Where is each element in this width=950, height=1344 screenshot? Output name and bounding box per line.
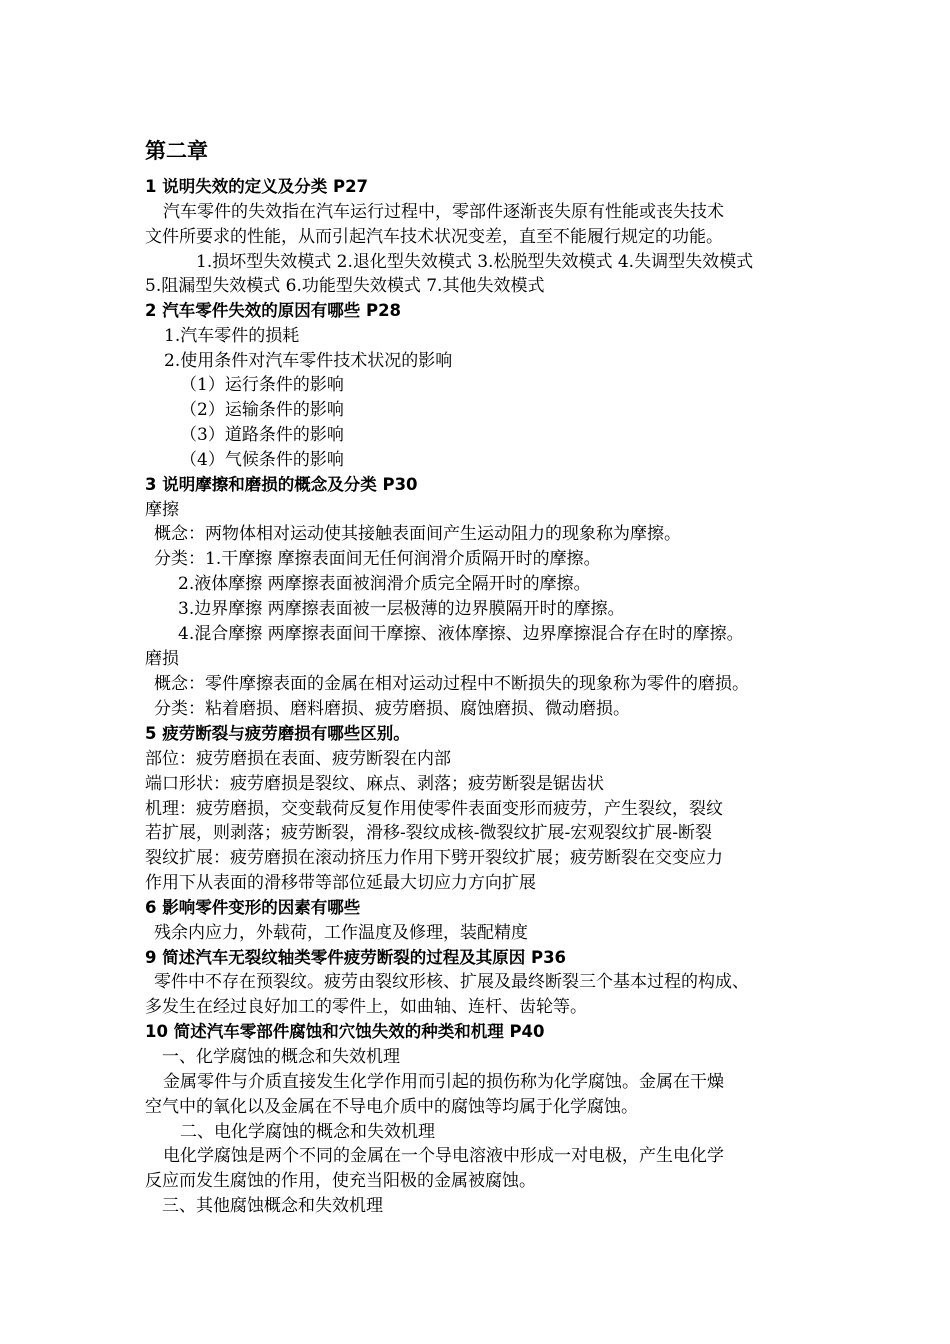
subheading: 三、其他腐蚀概念和失效机理 [162,1196,383,1216]
paragraph-line: 金属零件与介质直接发生化学作用而引起的损伤称为化学腐蚀。金属在干燥 [163,1072,724,1092]
paragraph-line: 汽车零件的失效指在汽车运行过程中，零部件逐渐丧失原有性能或丧失技术 [163,202,724,222]
paragraph-line: 零件中不存在预裂纹。疲劳由裂纹形核、扩展及最终断裂三个基本过程的构成、 [154,972,749,992]
paragraph-line: 多发生在经过良好加工的零件上，如曲轴、连杆、齿轮等。 [145,997,587,1017]
paragraph-line: 文件所要求的性能，从而引起汽车技术状况变差，直至不能履行规定的功能。 [145,227,723,247]
section-heading: 5 疲劳断裂与疲劳磨损有哪些区别。 [145,724,410,743]
paragraph-line: 残余内应力，外载荷，工作温度及修理，装配精度 [154,923,528,943]
paragraph-line: 1.损坏型失效模式 2.退化型失效模式 3.松脱型失效模式 4.失调型失效模式 [196,252,754,272]
subheading: 一、化学腐蚀的概念和失效机理 [162,1047,400,1067]
paragraph-line: 电化学腐蚀是两个不同的金属在一个导电溶液中形成一对电极，产生电化学 [163,1146,724,1166]
paragraph-line: 作用下从表面的滑移带等部位延最大切应力方向扩展 [145,873,536,893]
paragraph-line: 4.混合摩擦 两摩擦表面间干摩擦、液体摩擦、边界摩擦混合存在时的摩擦。 [178,624,744,644]
paragraph-line: 反应而发生腐蚀的作用，使充当阳极的金属被腐蚀。 [145,1171,536,1191]
section-heading: 6 影响零件变形的因素有哪些 [145,898,361,917]
paragraph-line: 3.边界摩擦 两摩擦表面被一层极薄的边界膜隔开时的摩擦。 [178,599,625,619]
paragraph-line: 裂纹扩展：疲劳磨损在滚动挤压力作用下劈开裂纹扩展；疲劳断裂在交变应力 [145,848,723,868]
paragraph-line: 分类：粘着磨损、磨料磨损、疲劳磨损、腐蚀磨损、微动磨损。 [154,699,630,719]
subheading: 磨损 [145,649,179,669]
list-item: （1）运行条件的影响 [180,375,344,395]
chapter-title: 第二章 [145,139,208,163]
section-heading: 1 说明失效的定义及分类 P27 [145,177,369,196]
section-heading: 10 简述汽车零部件腐蚀和穴蚀失效的种类和机理 P40 [145,1022,545,1041]
list-item: 2.使用条件对汽车零件技术状况的影响 [164,351,453,371]
paragraph-line: 2.液体摩擦 两摩擦表面被润滑介质完全隔开时的摩擦。 [178,574,591,594]
paragraph-line: 若扩展，则剥落；疲劳断裂，滑移-裂纹成核-微裂纹扩展-宏观裂纹扩展-断裂 [145,823,712,843]
paragraph-line: 概念：两物体相对运动使其接触表面间产生运动阻力的现象称为摩擦。 [154,524,681,544]
paragraph-line: 空气中的氧化以及金属在不导电介质中的腐蚀等均属于化学腐蚀。 [145,1097,638,1117]
list-item: （4）气候条件的影响 [180,450,344,470]
section-heading: 9 简述汽车无裂纹轴类零件疲劳断裂的过程及其原因 P36 [145,948,567,967]
paragraph-line: 部位：疲劳磨损在表面、疲劳断裂在内部 [145,749,451,769]
subheading: 摩擦 [145,500,179,520]
list-item: （3）道路条件的影响 [180,425,344,445]
subheading: 二、电化学腐蚀的概念和失效机理 [180,1122,435,1142]
paragraph-line: 5.阻漏型失效模式 6.功能型失效模式 7.其他失效模式 [145,276,545,296]
section-heading: 3 说明摩擦和磨损的概念及分类 P30 [145,475,418,494]
list-item: 1.汽车零件的损耗 [164,326,300,346]
paragraph-line: 分类：1.干摩擦 摩擦表面间无任何润滑介质隔开时的摩擦。 [154,549,601,569]
list-item: （2）运输条件的影响 [180,400,344,420]
paragraph-line: 机理：疲劳磨损，交变载荷反复作用使零件表面变形而疲劳，产生裂纹，裂纹 [145,799,723,819]
section-heading: 2 汽车零件失效的原因有哪些 P28 [145,301,402,320]
paragraph-line: 概念：零件摩擦表面的金属在相对运动过程中不断损失的现象称为零件的磨损。 [154,674,749,694]
paragraph-line: 端口形状：疲劳磨损是裂纹、麻点、剥落；疲劳断裂是锯齿状 [145,774,604,794]
